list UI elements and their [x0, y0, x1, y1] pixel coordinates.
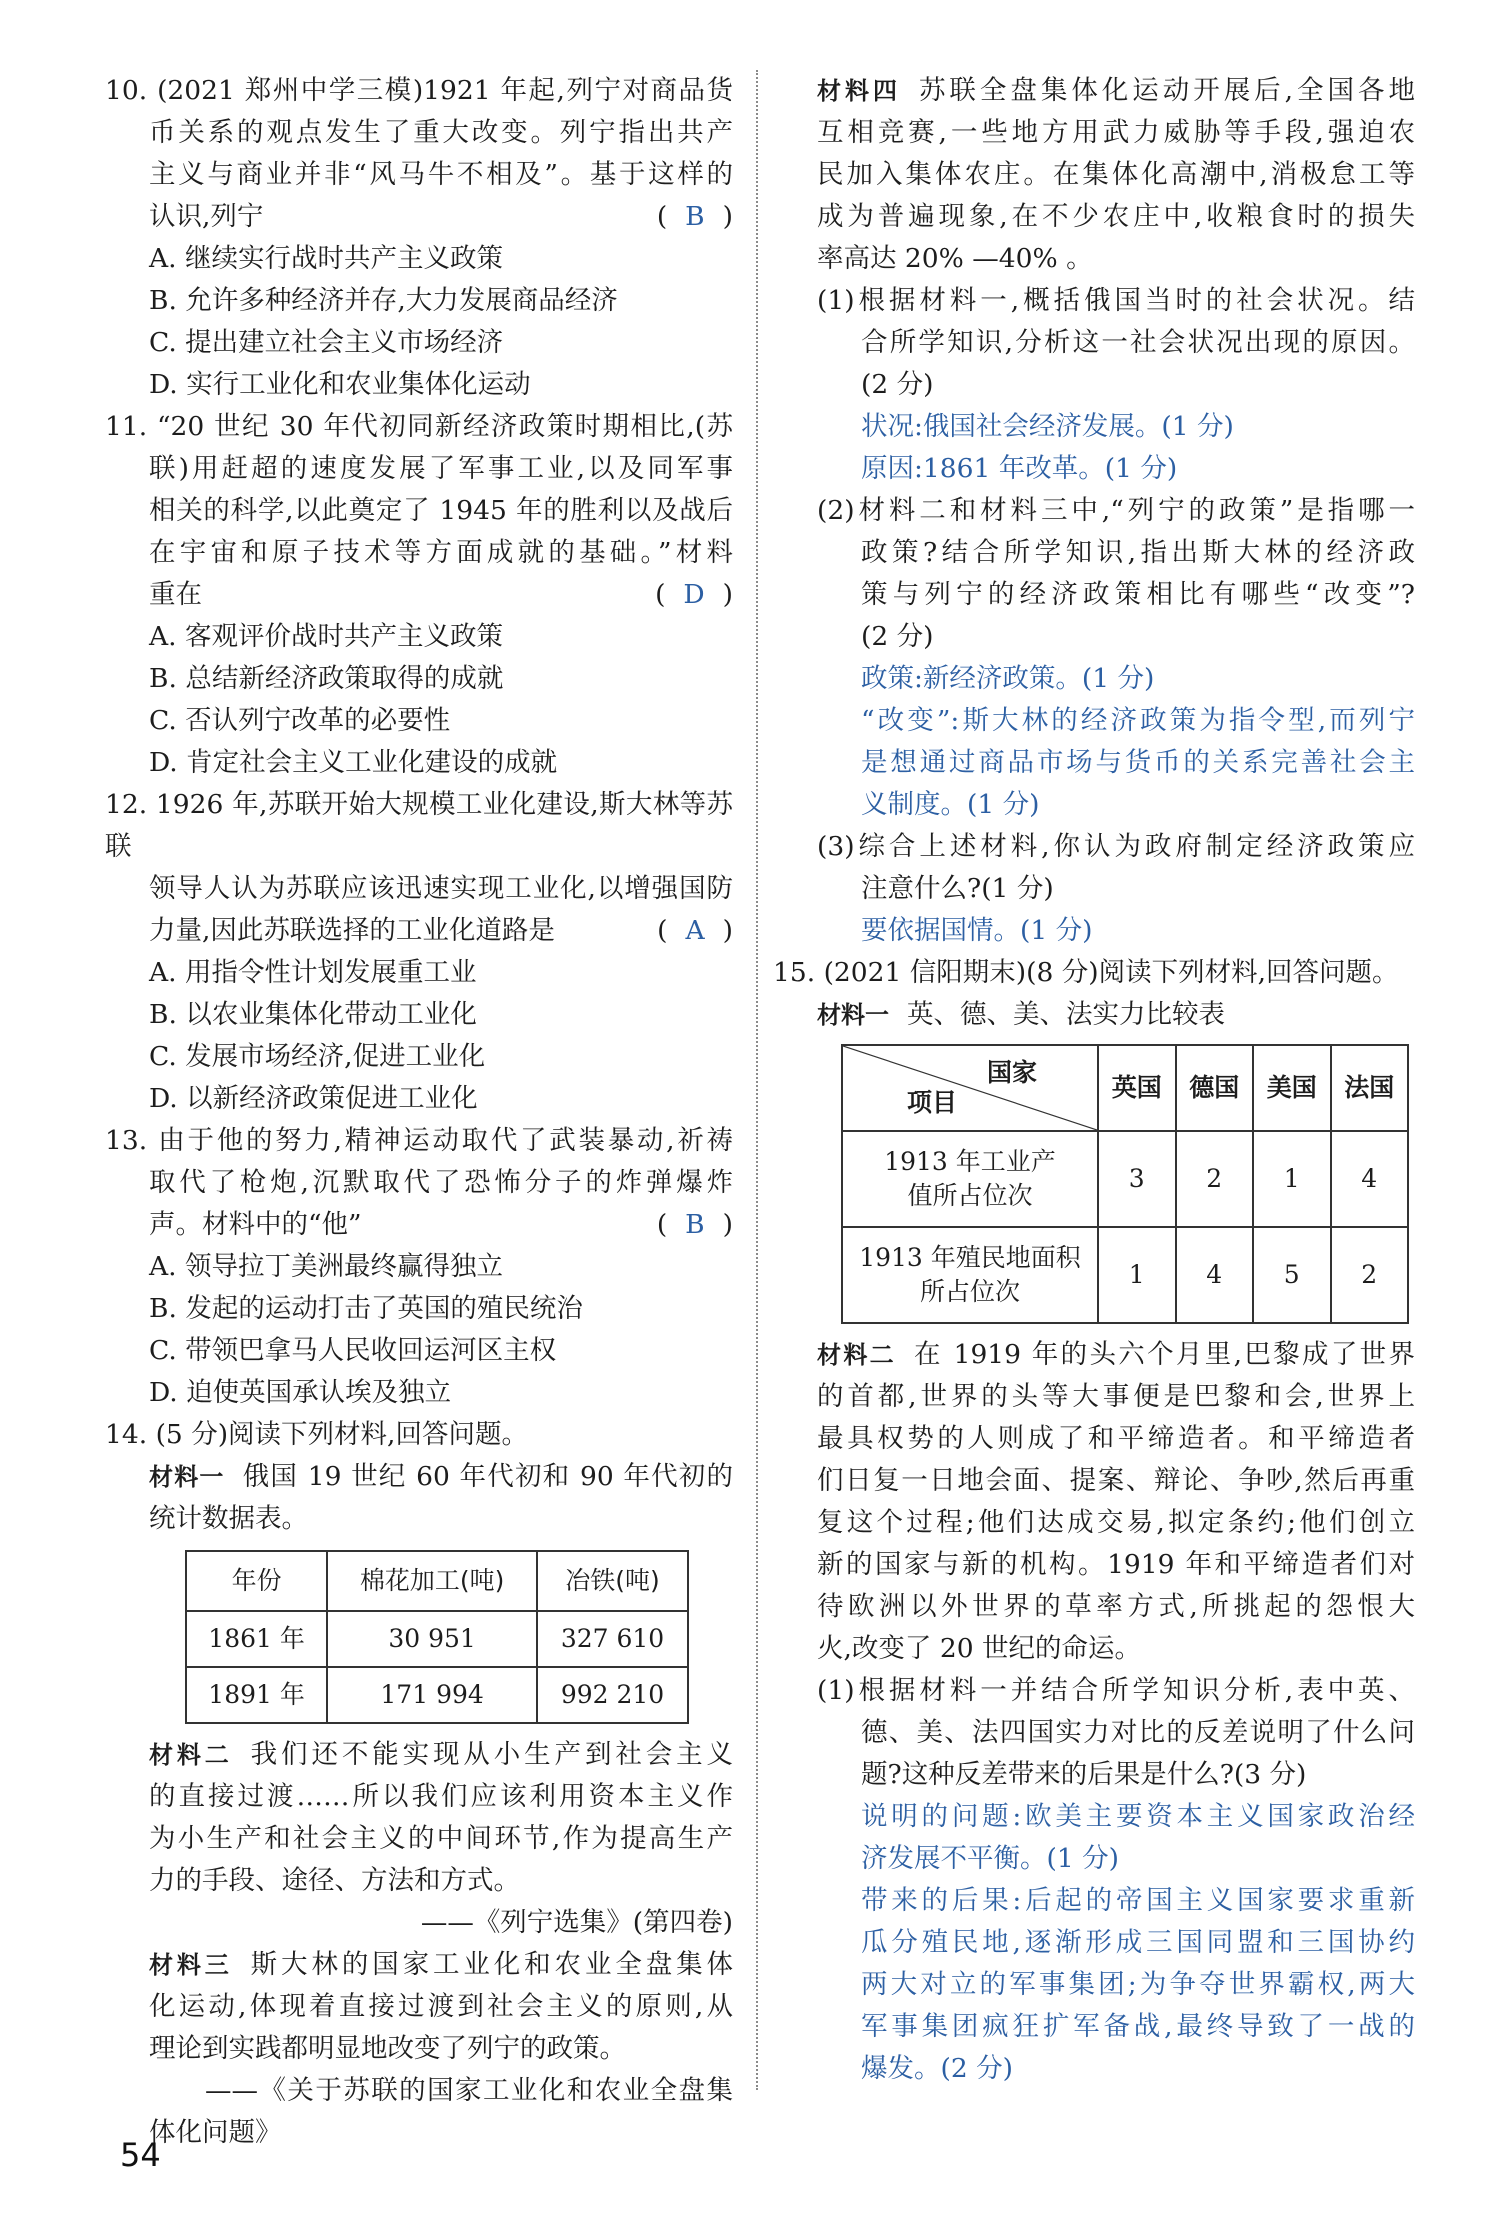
q15-sub1-line-3: 题?这种反差带来的后果是什么?(3 分) — [861, 1759, 1307, 1790]
q15-comparison-table — [841, 1044, 1409, 1324]
q15-sub1-answer-5: 两大对立的军事集团;为争夺世界霸权,两大 — [861, 1969, 1415, 2000]
q12-stem-last — [105, 910, 733, 952]
q14-material-2-text-2: 的直接过渡……所以我们应该利用资本主义作 — [149, 1781, 733, 1812]
q14-material-3-label: 材料三 — [149, 1951, 233, 1979]
q14-material-1-line-1 — [105, 1456, 733, 1498]
q14-material-3-text-1: 斯大林的国家工业化和农业全盘集体 — [250, 1949, 734, 1980]
q13-line-2: 取代了枪炮,沉默取代了恐怖分子的炸弹爆炸 — [149, 1167, 733, 1198]
q14-sub3-answer: 要依据国情。(1 分) — [861, 915, 1093, 946]
table-header-row — [186, 1551, 688, 1611]
table-cell: 4 — [1176, 1227, 1254, 1323]
q11-stem-last — [105, 574, 733, 616]
q11-option-c: C. 否认列宁改革的必要性 — [149, 705, 451, 736]
q14-material-2-line-1 — [105, 1734, 733, 1776]
left-column — [105, 70, 733, 2154]
q15-material-1-label: 材料一 — [817, 1001, 889, 1029]
table-corner-cell — [842, 1045, 1098, 1131]
q14-sub2-answer-2: “改变”:斯大林的经济政策为指令型,而列宁 — [861, 705, 1415, 736]
q11-stem-last-text: 重在 — [149, 579, 202, 610]
table-cell: 1 — [1098, 1227, 1176, 1323]
q15-material-2-text-1: 在 1919 年的头六个月里,巴黎成了世界 — [914, 1339, 1416, 1370]
table-cell: 327 610 — [537, 1611, 688, 1667]
q11-line-2: 联)用赶超的速度发展了军事工业,以及同军事 — [149, 453, 733, 484]
table-header-cell: 棉花加工(吨) — [327, 1551, 537, 1611]
row-label-line: 1913 年殖民地面积 — [859, 1243, 1081, 1272]
table-cell: 1891 年 — [186, 1667, 327, 1723]
q15-sub1-answer-6: 军事集团疯狂扩军备战,最终导致了一战的 — [861, 2011, 1415, 2042]
q14-sub1-answer-2: 原因:1861 年改革。(1 分) — [861, 453, 1178, 484]
q14-sub2-line-2: 政策?结合所学知识,指出斯大林的经济政 — [861, 537, 1415, 568]
q12-option-a: A. 用指令性计划发展重工业 — [149, 957, 477, 988]
q15-material-2-text-3: 最具权势的人则成了和平缔造者。和平缔造者 — [817, 1423, 1415, 1454]
q14-material-3-text-2: 化运动,体现着直接过渡到社会主义的原则,从 — [149, 1991, 733, 2022]
q14-sub1-answer-1: 状况:俄国社会经济发展。(1 分) — [861, 411, 1234, 442]
q13-answer-bracket: ( B ) — [657, 1204, 733, 1246]
table-header-cell: 英国 — [1098, 1045, 1176, 1131]
q13-answer: B — [685, 1209, 705, 1240]
table-row — [186, 1611, 688, 1667]
right-column — [773, 70, 1416, 2090]
q10-answer-bracket: ( B ) — [657, 196, 733, 238]
table-header-row — [842, 1045, 1408, 1131]
q10-line-2: 币关系的观点发生了重大改变。列宁指出共产 — [149, 117, 733, 148]
q15-material-2-text-4: 们日复一日地会面、提案、辩论、争吵,然后再重 — [817, 1465, 1415, 1496]
q10-answer: B — [685, 201, 705, 232]
table-cell: 4 — [1331, 1131, 1409, 1227]
q15-sub1-line-2: 德、美、法四国实力对比的反差说明了什么问 — [861, 1717, 1415, 1748]
table-cell: 3 — [1098, 1131, 1176, 1227]
q14-material-1-label: 材料一 — [149, 1463, 225, 1491]
question-11 — [105, 406, 733, 784]
table-row — [842, 1131, 1408, 1227]
q15-header: 15. (2021 信阳期末)(8 分)阅读下列材料,回答问题。 — [773, 957, 1399, 988]
q14-material-4-text-4: 成为普遍现象,在不少农庄中,收粮食时的损失 — [817, 201, 1415, 232]
row-label-line: 值所占位次 — [907, 1181, 1033, 1210]
q14-sub3-line-2: 注意什么?(1 分) — [861, 873, 1054, 904]
q15-material-1-title-line — [817, 994, 1415, 1036]
row-label-cell — [842, 1227, 1098, 1323]
q15-sub1-answer-1: 说明的问题:欧美主要资本主义国家政治经 — [861, 1801, 1415, 1832]
q10-stem-last — [105, 196, 733, 238]
q15-material-2-text-6: 新的国家与新的机构。1919 年和平缔造者们对 — [817, 1549, 1415, 1580]
q10-option-c: C. 提出建立社会主义市场经济 — [149, 327, 504, 358]
q10-stem-last-text: 认识,列宁 — [149, 201, 264, 232]
q14-material-3-line-1 — [105, 1944, 733, 1986]
q11-line-4: 在宇宙和原子技术等方面成就的基础。”材料 — [149, 537, 733, 568]
row-label-line: 所占位次 — [919, 1277, 1020, 1306]
q10-option-b: B. 允许多种经济并存,大力发展商品经济 — [149, 285, 618, 316]
question-13 — [105, 1120, 733, 1414]
q15-material-2-text-7: 待欧洲以外世界的草率方式,所挑起的怨恨大 — [817, 1591, 1415, 1622]
q14-material-2-text-1: 我们还不能实现从小生产到社会主义 — [250, 1739, 734, 1770]
q14-material-3-source-1: ——《关于苏联的国家工业化和农业全盘集 — [205, 2075, 733, 2106]
table-cell: 992 210 — [537, 1667, 688, 1723]
q15-sub1-answer-3: 带来的后果:后起的帝国主义国家要求重新 — [861, 1885, 1415, 1916]
q13-line-1: 13. 由于他的努力,精神运动取代了武装暴动,祈祷 — [105, 1125, 733, 1156]
q12-line-2: 领导人认为苏联应该迅速实现工业化,以增强国防 — [149, 873, 733, 904]
q14-sub2-answer-1: 政策:新经济政策。(1 分) — [861, 663, 1155, 694]
q14-material-4-line-1 — [817, 70, 1415, 112]
q14-sub3-line-1: (3)综合上述材料,你认为政府制定经济政策应 — [817, 831, 1415, 862]
q11-answer: D — [683, 579, 705, 610]
q13-option-b: B. 发起的运动打击了英国的殖民统治 — [149, 1293, 583, 1324]
table-row — [186, 1667, 688, 1723]
table-cell: 30 951 — [327, 1611, 537, 1667]
q15-sub1-answer-7: 爆发。(2 分) — [861, 2053, 1013, 2084]
q12-stem-last-text: 力量,因此苏联选择的工业化道路是 — [149, 915, 555, 946]
row-label-line: 1913 年工业产 — [884, 1147, 1056, 1176]
q13-stem-last-text: 声。材料中的“他” — [149, 1209, 362, 1240]
q14-material-4-label: 材料四 — [817, 77, 901, 105]
q14-sub1-line-2: 合所学知识,分析这一社会状况出现的原因。 — [861, 327, 1415, 358]
q15-material-2-text-2: 的首都,世界的头等大事便是巴黎和会,世界上 — [817, 1381, 1415, 1412]
table-cell: 5 — [1253, 1227, 1331, 1323]
q11-option-b: B. 总结新经济政策取得的成就 — [149, 663, 504, 694]
q14-sub2-line-3: 策与列宁的经济政策相比有哪些“改变”? — [861, 579, 1415, 610]
corner-bottom-label: 项目 — [907, 1088, 958, 1117]
q14-material-2-label: 材料二 — [149, 1741, 233, 1769]
question-15 — [773, 952, 1416, 2090]
q14-sub2-line-4: (2 分) — [861, 621, 934, 652]
q10-option-a: A. 继续实行战时共产主义政策 — [149, 243, 503, 274]
q14-material-1-text-1: 俄国 19 世纪 60 年代初和 90 年代初的 — [242, 1461, 734, 1492]
q14-material-2-text-3: 为小生产和社会主义的中间环节,作为提高生产 — [149, 1823, 733, 1854]
q10-line-3: 主义与商业并非“风马牛不相及”。基于这样的 — [149, 159, 733, 190]
question-10 — [105, 70, 733, 406]
q14-sub2-answer-4: 义制度。(1 分) — [861, 789, 1040, 820]
q14-header: 14. (5 分)阅读下列材料,回答问题。 — [105, 1419, 528, 1450]
question-14 — [105, 1414, 733, 2154]
q15-sub1-answer-4: 瓜分殖民地,逐渐形成三国同盟和三国协约 — [861, 1927, 1415, 1958]
q15-sub1-answer-2: 济发展不平衡。(1 分) — [861, 1843, 1119, 1874]
table-header-cell: 冶铁(吨) — [537, 1551, 688, 1611]
q14-material-1-text-2: 统计数据表。 — [149, 1503, 308, 1534]
q14-statistics-table — [185, 1550, 689, 1724]
q14-sub2-answer-3: 是想通过商品市场与货币的关系完善社会主 — [861, 747, 1415, 778]
q11-line-1: 11. “20 世纪 30 年代初同新经济政策时期相比,(苏 — [105, 411, 733, 442]
table-cell: 2 — [1176, 1131, 1254, 1227]
q14-material-4-text-3: 民加入集体农庄。在集体化高潮中,消极怠工等 — [817, 159, 1415, 190]
q12-option-b: B. 以农业集体化带动工业化 — [149, 999, 477, 1030]
column-divider — [756, 70, 758, 2090]
table-cell: 2 — [1331, 1227, 1409, 1323]
q13-stem-last — [105, 1204, 733, 1246]
q11-option-a: A. 客观评价战时共产主义政策 — [149, 621, 503, 652]
q12-line-1: 12. 1926 年,苏联开始大规模工业化建设,斯大林等苏联 — [105, 789, 733, 862]
row-label-cell — [842, 1131, 1098, 1227]
q14-material-2-text-4: 力的手段、途径、方法和方式。 — [149, 1865, 520, 1896]
q15-material-2-text-5: 复这个过程;他们达成交易,拟定条约;他们创立 — [817, 1507, 1415, 1538]
q14-material-2-source: ——《列宁选集》(第四卷) — [420, 1907, 733, 1938]
q15-material-1-title: 英、德、美、法实力比较表 — [907, 999, 1225, 1030]
table-header-cell: 德国 — [1176, 1045, 1254, 1131]
q13-option-c: C. 带领巴拿马人民收回运河区主权 — [149, 1335, 557, 1366]
q14-material-3-source-2: 体化问题》 — [149, 2117, 282, 2148]
question-12 — [105, 784, 733, 1120]
q15-sub1-line-1: (1)根据材料一并结合所学知识分析,表中英、 — [817, 1675, 1415, 1706]
table-cell: 1 — [1253, 1131, 1331, 1227]
table-header-cell: 美国 — [1253, 1045, 1331, 1131]
q11-option-d: D. 肯定社会主义工业化建设的成就 — [149, 747, 558, 778]
q10-line-1: 10. (2021 郑州中学三模)1921 年起,列宁对商品货 — [105, 75, 733, 106]
q11-answer-bracket: ( D ) — [655, 574, 733, 616]
table-cell: 171 994 — [327, 1667, 537, 1723]
page-number: 54 — [120, 2136, 161, 2174]
q15-material-2-line-1 — [817, 1334, 1415, 1376]
q14-material-4-text-5: 率高达 20% —40% 。 — [817, 243, 1093, 274]
q12-option-c: C. 发展市场经济,促进工业化 — [149, 1041, 486, 1072]
q12-option-d: D. 以新经济政策促进工业化 — [149, 1083, 478, 1114]
corner-top-label: 国家 — [986, 1058, 1037, 1087]
q14-sub2-line-1: (2)材料二和材料三中,“列宁的政策”是指哪一 — [817, 495, 1415, 526]
q13-option-d: D. 迫使英国承认埃及独立 — [149, 1377, 452, 1408]
q15-material-2-text-8: 火,改变了 20 世纪的命运。 — [817, 1633, 1141, 1664]
q15-material-2-label: 材料二 — [817, 1341, 896, 1369]
q14-sub1-line-3: (2 分) — [861, 369, 934, 400]
q14-material-4-text-1: 苏联全盘集体化运动开展后,全国各地 — [918, 75, 1415, 106]
q11-line-3: 相关的科学,以此奠定了 1945 年的胜利以及战后 — [149, 495, 733, 526]
q12-answer-bracket: ( A ) — [657, 910, 733, 952]
table-row — [842, 1227, 1408, 1323]
q14-material-4-text-2: 互相竞赛,一些地方用武力威胁等手段,强迫农 — [817, 117, 1415, 148]
q14-material-3-text-3: 理论到实践都明显地改变了列宁的政策。 — [149, 2033, 626, 2064]
diagonal-line — [843, 1046, 1097, 1130]
q12-answer: A — [685, 915, 705, 946]
table-header-cell: 年份 — [186, 1551, 327, 1611]
table-header-cell: 法国 — [1331, 1045, 1409, 1131]
table-cell: 1861 年 — [186, 1611, 327, 1667]
q13-option-a: A. 领导拉丁美洲最终赢得独立 — [149, 1251, 503, 1282]
q10-option-d: D. 实行工业化和农业集体化运动 — [149, 369, 531, 400]
q14-sub1-line-1: (1)根据材料一,概括俄国当时的社会状况。结 — [817, 285, 1415, 316]
